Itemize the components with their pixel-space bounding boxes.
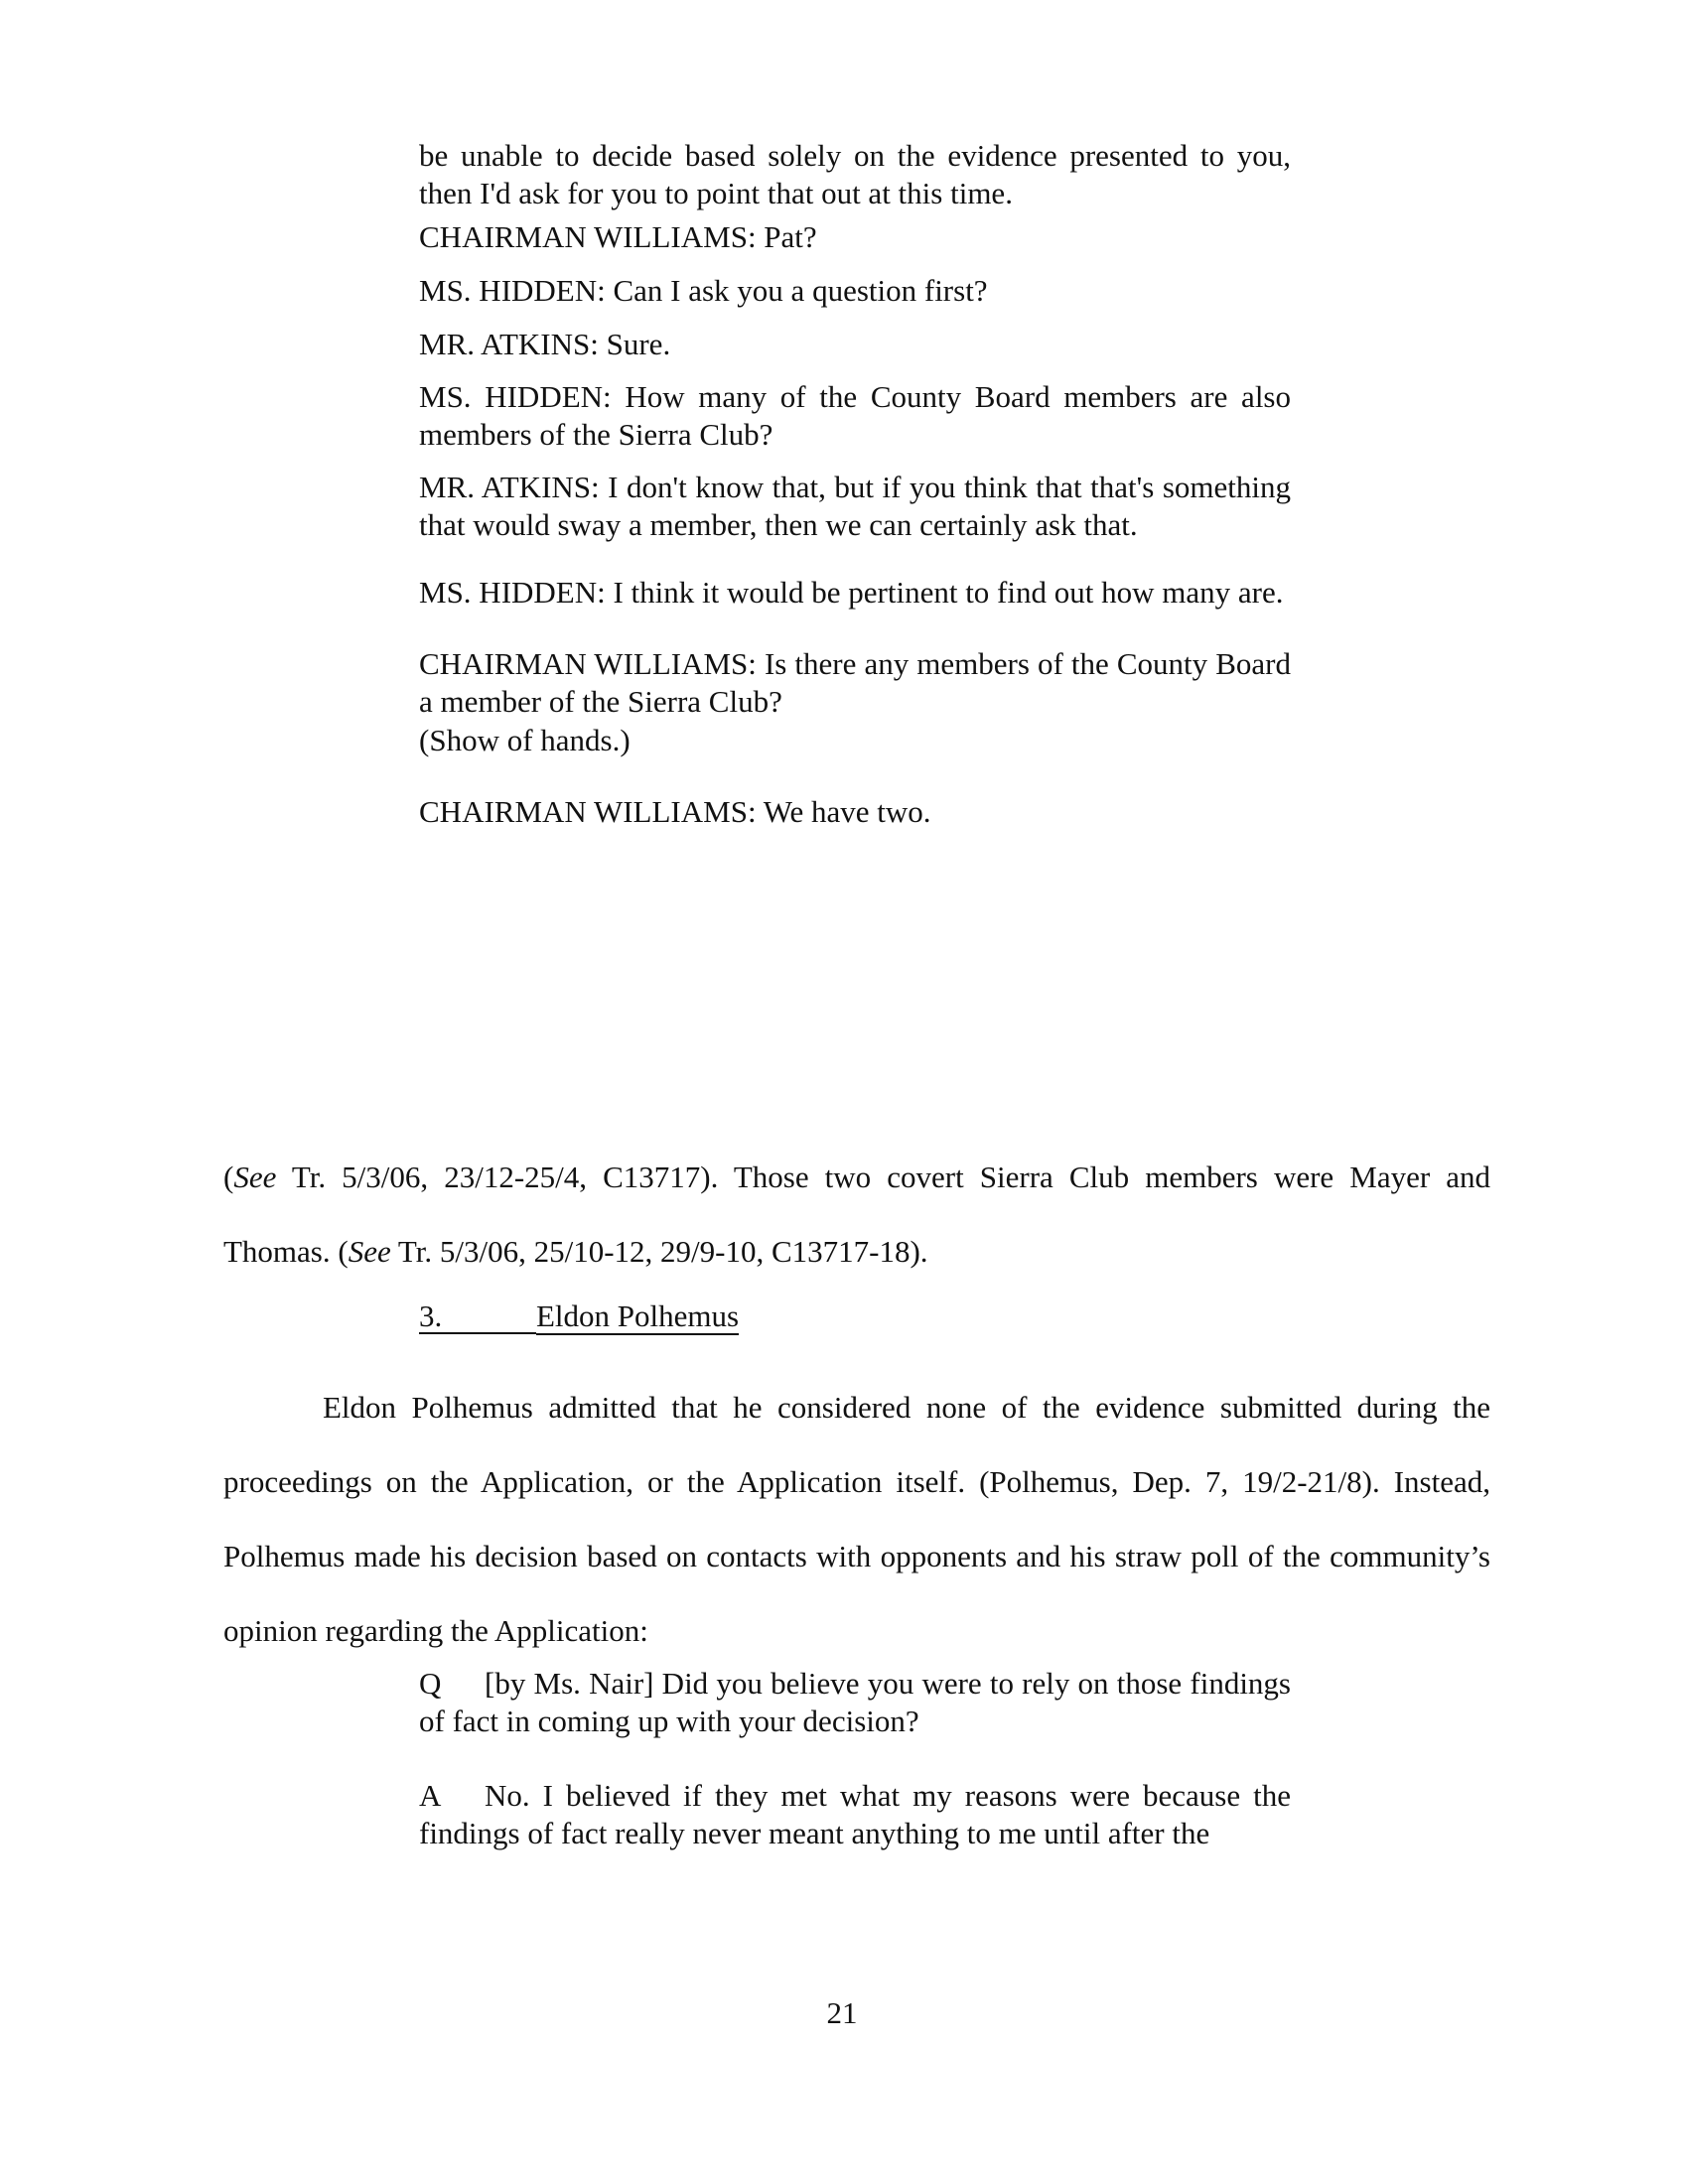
transcript-line-3: MS. HIDDEN: Can I ask you a question first?	[419, 273, 988, 308]
section-paragraph: Eldon Polhemus admitted that he considered none of the evidence submitted during the proceedings on the Application, or the Application itself. (Polhemus, Dep. 7, 19/2-21/8). Instead, Polhemus made his decision based on contacts with opponents and his straw poll of the community’s opinion regarding the Application:	[223, 1390, 1490, 1648]
deposition-answer	[419, 1777, 1291, 1852]
transcript-line-5: MS. HIDDEN: How many of the County Board members are also members of the Sierra Club?	[419, 379, 1291, 452]
transcript-line-7: MS. HIDDEN: I think it would be pertinent to find out how many are.	[419, 575, 1284, 610]
section-number: 3.	[419, 1300, 536, 1334]
transcript-line-8: CHAIRMAN WILLIAMS: Is there any members of the County Board a member of the Sierra Club?	[419, 646, 1291, 719]
citation-paragraph: (See Tr. 5/3/06, 23/12-25/4, C13717). Those two covert Sierra Club members were Mayer and Thomas. (See Tr. 5/3/06, 25/10-12, 29/9-10, C13717-18).	[223, 1160, 1490, 1269]
transcript-line-10: CHAIRMAN WILLIAMS: We have two.	[419, 794, 931, 829]
section-title: Eldon Polhemus	[536, 1298, 740, 1333]
deposition-question	[419, 1665, 1291, 1740]
citation-text-2: Tr. 5/3/06, 25/10-12, 29/9-10, C13717-18).	[390, 1234, 928, 1269]
question-label: Q	[419, 1666, 442, 1701]
answer-label: A	[419, 1778, 442, 1813]
transcript-line-9: (Show of hands.)	[419, 723, 631, 757]
citation-text-1: Tr. 5/3/06, 23/12-25/4, C13717). Those two covert Sierra Club members were Mayer and Thomas. (	[223, 1160, 1490, 1269]
citation-see-1: See	[233, 1160, 277, 1194]
page-number: 21	[826, 1995, 858, 2030]
section-heading	[419, 1298, 739, 1334]
transcript-line-1: be unable to decide based solely on the evidence presented to you, then I'd ask for you to point that out at this time.	[419, 138, 1291, 210]
transcript-line-4: MR. ATKINS: Sure.	[419, 327, 671, 361]
transcript-line-2: CHAIRMAN WILLIAMS: Pat?	[419, 219, 817, 254]
transcript-line-6: MR. ATKINS: I don't know that, but if you think that that's something that would sway a member, then we can certainly ask that.	[419, 470, 1291, 542]
answer-text: No. I believed if they met what my reasons were because the findings of fact really never meant anything to me until after the	[419, 1778, 1291, 1850]
question-text: [by Ms. Nair] Did you believe you were to rely on those findings of fact in coming up with your decision?	[419, 1666, 1291, 1738]
citation-see-2: See	[348, 1234, 391, 1269]
